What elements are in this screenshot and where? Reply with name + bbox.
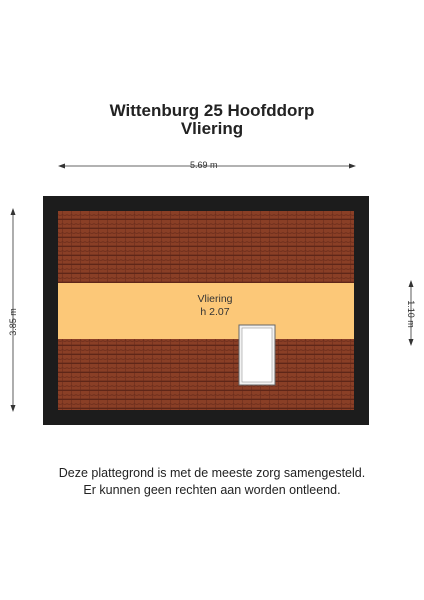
- floor-name-title: Vliering: [180, 119, 244, 138]
- floorplan-address-title: Wittenburg 25 Hoofddorp: [109, 101, 315, 120]
- room-height-label: h 2.07: [200, 306, 230, 318]
- width-dimension-label: 5.69 m: [190, 160, 218, 170]
- disclaimer-line-1: Deze plattegrond is met de meeste zorg samengesteld.: [58, 466, 366, 480]
- skylight-pane: [242, 328, 272, 382]
- disclaimer-line-2: Er kunnen geen rechten aan worden ontleend.: [83, 483, 341, 497]
- strip-dimension-label: 1.10 m: [406, 300, 416, 328]
- room-name-label: Vliering: [197, 293, 233, 305]
- depth-dimension-label: 3.85 m: [8, 308, 18, 336]
